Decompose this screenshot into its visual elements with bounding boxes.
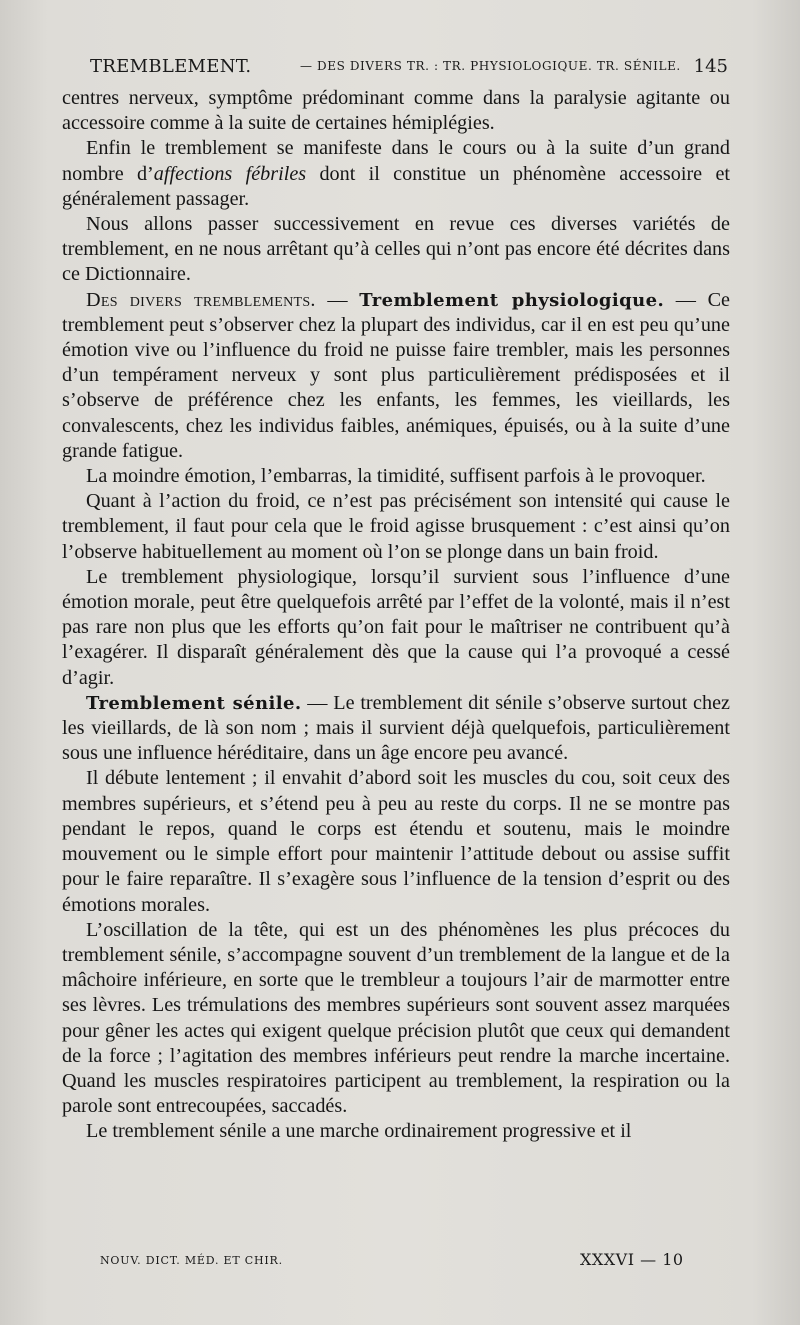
running-title: TREMBLEMENT. (90, 56, 252, 77)
body-text (62, 86, 730, 1145)
paragraph: Il débute lentement ; il envahit d’abord soit les muscles du cou, soit ceux des membres supérieurs, et s’étend peu à peu au reste du corps. Il ne se montre pas pendant le repos, quand le corps est étendu et soutenu, mais le moindre mouvement ou le simple effort pour maintenir l’attitude debout ou assise suffit pour le faire reparaître. Il s’exagère sous l’influence de la tension d’esprit ou des émotions morales. (62, 767, 730, 916)
running-subtitle: — DES DIVERS TR. : TR. PHYSIOLOGIQUE. TR. SÉNILE. (300, 59, 681, 73)
section-physiologique: Des divers tremblements. — Tremblement physiologique. — Ce tremblement peut s’observer chez la plupart des individus, car il en est peu qu’une émotion vive ou l’influence du froid ne puisse faire trembler, mais les personnes d’un tempérament nerveux y sont plus particulièrement prédisposées et il s’observe de préférence chez les enfants, les femmes, les vieillards, les convalescents, chez les individus faibles, anémiques, épuisés, ou à la suite d’une grande fatigue. (62, 288, 731, 462)
paragraph: L’oscillation de la tête, qui est un des phénomènes les plus précoces du tremblement sénile, s’accompagne souvent d’un tremblement de la langue et de la mâchoire inférieure, en sorte que le trembleur a toujours l’air de marmotter entre ses lèvres. Les trémulations des membres supérieurs sont souvent assez marquées pour gêner les actes qui exigent quelque précision plutôt que ceux qui demandent de la force ; l’agitation des membres inférieurs peut rendre la marche incertaine. Quand les muscles respiratoires participent au tremblement, la respiration ou la parole sont entrecoupées, saccadés. (62, 918, 730, 1118)
paragraph: Le tremblement physiologique, lorsqu’il survient sous l’influence d’une émotion morale, peut être quelquefois arrêté par l’effet de la volonté, mais il n’est pas rare non plus que les efforts qu’on fait pour le maîtriser ne contribuent qu’à l’exagérer. Il disparaît généralement dès que la cause qui l’a provoqué a cessé d’agir. (62, 565, 730, 689)
section-senile: Tremblement sénile. — Le tremblement dit sénile s’observe surtout chez les vieillards, de là son nom ; mais il survient déjà quelquefois, particulièrement sous une influence héréditaire, dans un âge encore peu avancé. (62, 691, 731, 765)
page-number: 145 (693, 56, 728, 77)
paragraph: Quant à l’action du froid, ce n’est pas précisément son intensité qui cause le tremblement, il faut pour cela que le froid agisse brusquement : c’est ainsi qu’on l’observe habituellement au moment où l’on se plonge dans un bain froid. (62, 490, 730, 563)
paragraph: Le tremblement sénile a une marche ordinairement progressive et il (86, 1120, 632, 1143)
volume-signature: XXXVI — 10 (580, 1250, 684, 1269)
page-footer (100, 1250, 700, 1274)
paragraph: La moindre émotion, l’embarras, la timidité, suffisent parfois à le provoquer. (86, 465, 706, 488)
subsection-heading-senile: Tremblement sénile. (86, 692, 302, 714)
running-header (62, 50, 730, 84)
paragraph: centres nerveux, symptôme prédominant comme dans la paralysie agitante ou accessoire comme à la suite de certaines hémiplégies. (62, 87, 730, 135)
italic-term: affections fébriles (153, 162, 307, 185)
paragraph: Nous allons passer successivement en revue ces diverses variétés de tremblement, en ne nous arrêtant qu’à celles qui n’ont pas encore été décrites dans ce Dictionnaire. (62, 213, 730, 286)
paragraph: Enfin le tremblement se manifeste dans le cours ou à la suite d’un grand nombre d’affections fébriles dont il constitue un phénomène accessoire et généralement passager. (62, 137, 731, 210)
signature-mark: NOUV. DICT. MÉD. ET CHIR. (100, 1254, 283, 1267)
section-heading: Des divers tremblements. (86, 288, 316, 311)
subsection-heading-physiologique: Tremblement physiologique. (359, 289, 665, 311)
